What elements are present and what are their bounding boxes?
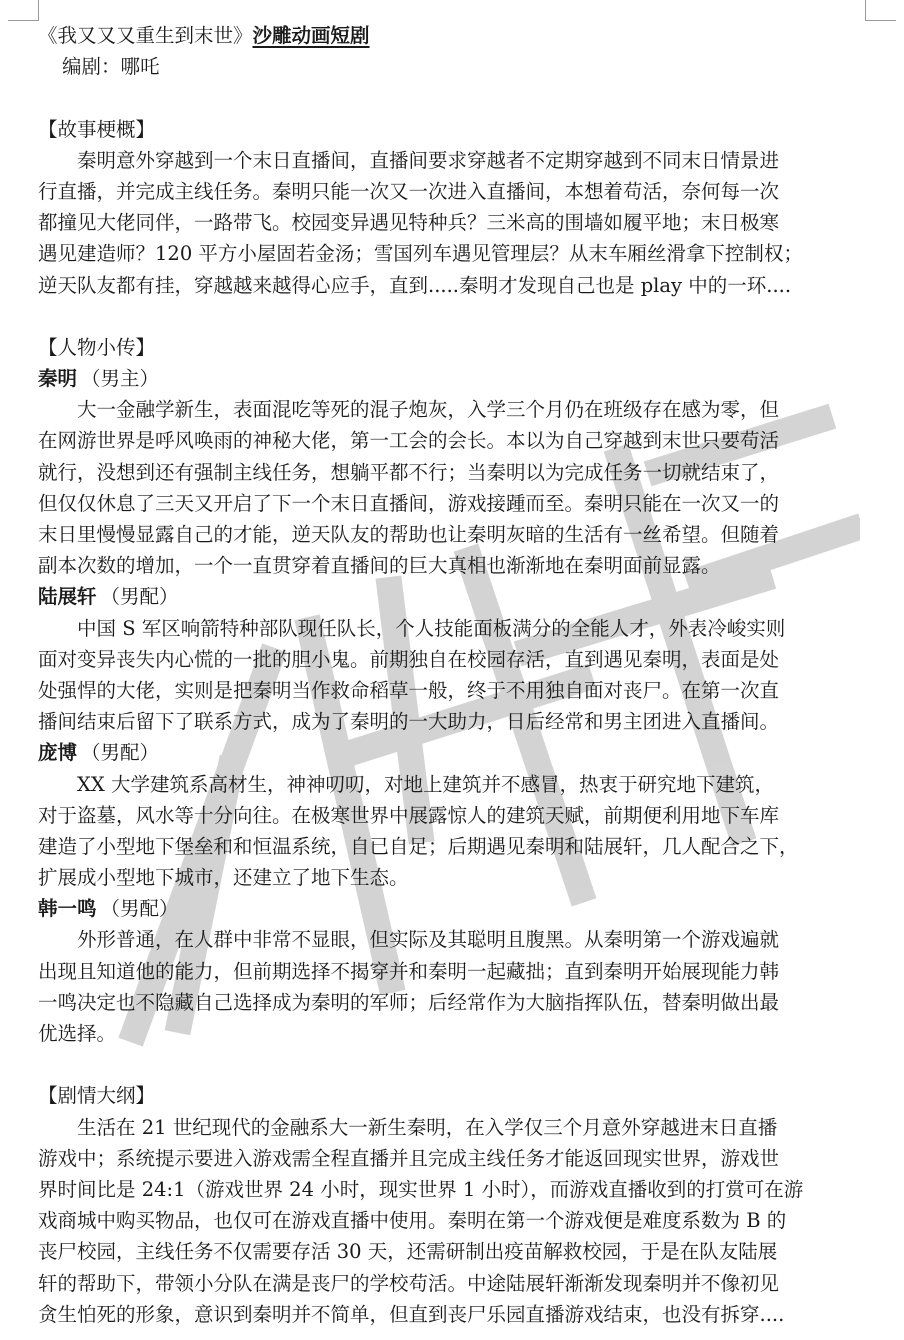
character-header	[38, 737, 870, 768]
synopsis-line: 秦明意外穿越到一个末日直播间，直播间要求穿越者不定期穿越到不同末日情景进	[77, 148, 780, 172]
bio-line: 优选择。	[38, 1022, 117, 1045]
character-role: （男配）	[100, 897, 179, 921]
bio-line: 在网游世界是呼风唤雨的神秘大佬，第一工会的会长。本以为自己穿越到末世只要苟活	[38, 429, 780, 453]
title-main: 《我又又又重生到末世》	[38, 24, 253, 47]
character-bio	[38, 769, 870, 894]
character-bio	[38, 924, 870, 1049]
outline-line: 生活在 21 世纪现代的金融系大一新生秦明，在入学仅三个月意外穿越进末日直播	[77, 1115, 778, 1139]
outline-line: 贪生怕死的形象，意识到秦明并不简单，但直到丧尸乐园直播游戏结束，也没有拆穿....	[38, 1302, 785, 1326]
crop-mark-left	[8, 0, 39, 21]
synopsis-heading: 【故事梗概】	[38, 117, 156, 141]
character-header	[38, 581, 870, 612]
outline-line: 戏商城中购买物品，也仅可在游戏直播中使用。秦明在第一个游戏便是难度系数为 B 的	[38, 1209, 787, 1233]
bio-line: 扩展成小型地下城市，还建立了地下生态。	[38, 866, 409, 890]
spacer	[38, 82, 870, 113]
synopsis-line: 遇见建造师？120 平方小屋固若金汤；雪国列车遇见管理层？从末车厢丝滑拿下控制权；	[38, 242, 803, 266]
outline-line: 界时间比是 24:1（游戏世界 24 小时，现实世界 1 小时），而游戏直播收到的打赏可在游	[38, 1177, 804, 1201]
bio-line: XX 大学建筑系高材生，神神叨叨，对地上建筑并不感冒，热衷于研究地下建筑，	[77, 772, 774, 796]
author-line: 编剧：哪吒	[62, 55, 160, 79]
character-role: （男主）	[81, 367, 160, 391]
synopsis-paragraph	[38, 145, 870, 301]
document-body	[38, 20, 870, 1330]
bio-line: 末日里慢慢显露自己的才能，逆天队友的帮助也让秦明灰暗的生活有一丝希望。但随着	[38, 523, 780, 546]
bio-line: 但仅仅休息了三天又开启了下一个末日直播间，游戏接踵而至。秦明只能在一次又一的	[38, 491, 780, 515]
characters-heading: 【人物小传】	[38, 335, 156, 359]
character-header	[38, 363, 870, 394]
character-role: （男配）	[100, 585, 179, 609]
character-name: 秦明	[38, 367, 78, 391]
outline-paragraph	[38, 1112, 870, 1330]
character-role: （男配）	[81, 741, 160, 765]
character-bio	[38, 613, 870, 738]
outline-line: 游戏中；系统提示要进入游戏需全程直播并且完成主线任务才能返回现实世界，游戏世	[38, 1146, 780, 1170]
bio-line: 中国 S 军区响箭特种部队现任队长，个人技能面板满分的全能人才，外表冷峻实则	[77, 616, 786, 640]
spacer	[38, 301, 870, 332]
crop-mark-right	[865, 0, 896, 21]
bio-line: 副本次数的增加，一个一直贯穿着直播间的巨大真相也渐渐地在秦明面前显露。	[38, 554, 721, 578]
bio-line: 出现且知道他的能力，但前期选择不揭穿并和秦明一起藏拙；直到秦明开始展现能力韩	[38, 959, 780, 983]
synopsis-line: 行直播，并完成主线任务。秦明只能一次又一次进入直播间，本想着苟活，奈何每一次	[38, 179, 780, 203]
bio-line: 播间结束后留下了联系方式，成为了秦明的一大助力，日后经常和男主团进入直播间。	[38, 710, 780, 734]
bio-line: 处强悍的大佬，实则是把秦明当作救命稻草一般，终于不用独自面对丧尸。在第一次直	[38, 678, 780, 702]
bio-line: 建造了小型地下堡垒和和恒温系统，自已自足；后期遇见秦明和陆展轩，几人配合之下，	[38, 834, 799, 858]
character-name: 韩一鸣	[38, 897, 97, 921]
character-name: 陆展轩	[38, 585, 97, 609]
synopsis-line: 都撞见大佬同伴，一路带飞。校园变异遇见特种兵？三米高的围墙如履平地；末日极寒	[38, 211, 780, 235]
spacer	[38, 1049, 870, 1080]
outline-line: 丧尸校园，主线任务不仅需要存活 30 天，还需研制出疫苗解救校园，于是在队友陆展	[38, 1240, 778, 1264]
outline-line: 轩的帮助下，带领小分队在满是丧尸的学校苟活。中途陆展轩渐渐发现秦明并不像初见	[38, 1271, 780, 1295]
synopsis-line: 逆天队友都有挂，穿越越来越得心应手，直到.....秦明才发现自己也是 play 中的一环....	[38, 273, 792, 297]
bio-line: 就行，没想到还有强制主线任务，想躺平都不行；当秦明以为完成任务一切就结束了，	[38, 460, 780, 484]
character-header	[38, 893, 870, 924]
outline-heading: 【剧情大纲】	[38, 1084, 156, 1108]
document-title	[38, 20, 870, 51]
bio-line: 外形普通，在人群中非常不显眼，但实际及其聪明且腹黑。从秦明第一个游戏遍就	[77, 928, 780, 952]
bio-line: 面对变异丧失内心慌的一批的胆小鬼。前期独自在校园存活，直到遇见秦明，表面是处	[38, 647, 780, 671]
bio-line: 大一金融学新生，表面混吃等死的混子炮灰，入学三个月仍在班级存在感为零，但	[77, 398, 780, 422]
title-genre: 沙雕动画短剧	[252, 24, 370, 47]
bio-line: 对于盗墓，风水等十分向往。在极寒世界中展露惊人的建筑天赋，前期便利用地下车库	[38, 803, 780, 827]
character-name: 庞博	[38, 741, 78, 765]
bio-line: 一鸣决定也不隐藏自己选择成为秦明的军师；后经常作为大脑指挥队伍，替秦明做出最	[38, 990, 780, 1014]
character-bio	[38, 394, 870, 581]
